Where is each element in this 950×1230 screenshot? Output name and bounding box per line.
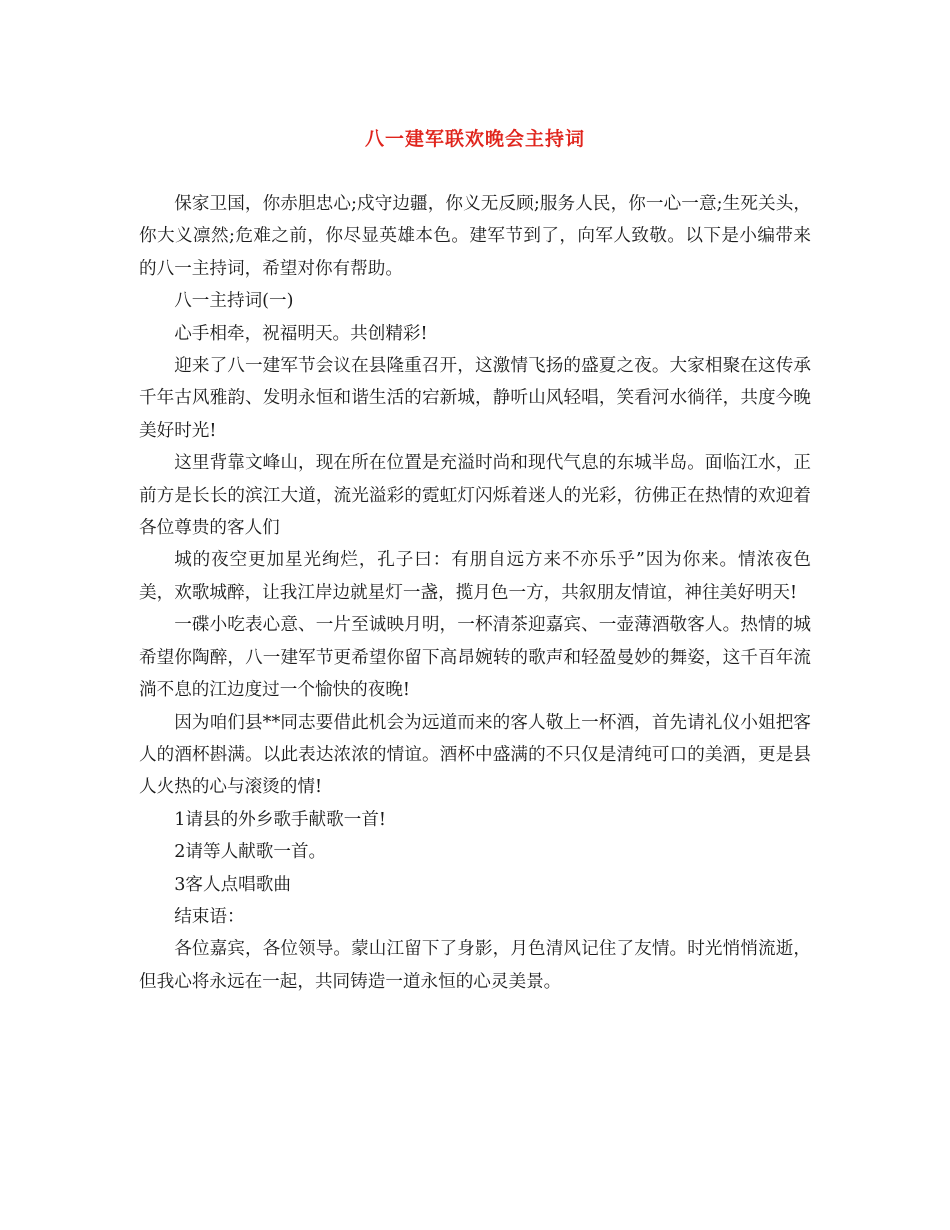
paragraph-closing: 各位嘉宾，各位领导。蒙山江留下了身影，月色清风记住了友情。时光悄悄流逝，但我心将永远在一起，共同铸造一道永恒的心灵美景。	[139, 939, 811, 992]
paragraph: 心手相牵，祝福明天。共创精彩!	[174, 323, 428, 344]
program-item: 3客人点唱歌曲	[174, 874, 291, 895]
paragraph-section-heading: 八一主持词(一)	[174, 291, 294, 312]
paragraph: 一碟小吃表心意、一片至诚映月明，一杯清茶迎嘉宾、一壶薄酒敬客人。热情的城希望你陶醉，八一建军节更希望你留下高昂婉转的歌声和轻盈曼妙的舞姿，这千百年流淌不息的江边度过一个愉快的夜晚!	[139, 615, 811, 701]
program-item: 2请等人献歌一首。	[174, 842, 327, 863]
program-item: 1请县的外乡歌手献歌一首!	[174, 809, 386, 830]
paragraph: 这里背靠文峰山，现在所在位置是充溢时尚和现代气息的东城半岛。面临江水，正前方是长长的滨江大道，流光溢彩的霓虹灯闪烁着迷人的光彩，彷佛正在热情的欢迎着各位尊贵的客人们	[139, 453, 811, 539]
paragraph: 因为咱们县**同志要借此机会为远道而来的客人敬上一杯酒，首先请礼仪小姐把客人的酒杯斟满。以此表达浓浓的情谊。酒杯中盛满的不只仅是清纯可口的美酒，更是县人火热的心与滚烫的情!	[139, 712, 811, 798]
paragraph-closing-heading: 结束语：	[174, 906, 245, 927]
paragraph: 城的夜空更加星光绚烂，孔子曰：有朋自远方来不亦乐乎”因为你来。情浓夜色美，欢歌城醉，让我江岸边就星灯一盏，揽月色一方，共叙朋友情谊，神往美好明天!	[139, 550, 811, 603]
document-title: 八一建军联欢晚会主持词	[364, 128, 585, 150]
paragraph: 迎来了八一建军节会议在县隆重召开，这激情飞扬的盛夏之夜。大家相聚在这传承千年古风雅韵、发明永恒和谐生活的宕新城，静听山风轻唱，笑看河水徜徉，共度今晚美好时光!	[139, 356, 811, 441]
paragraph-intro: 保家卫国，你赤胆忠心;戍守边疆，你义无反顾;服务人民，你一心一意;生死关头，你大义凛然;危难之前，你尽显英雄本色。建军节到了，向军人致敬。以下是小编带来的八一主持词，希望对你有帮助。	[139, 194, 811, 279]
document-body	[139, 188, 811, 998]
